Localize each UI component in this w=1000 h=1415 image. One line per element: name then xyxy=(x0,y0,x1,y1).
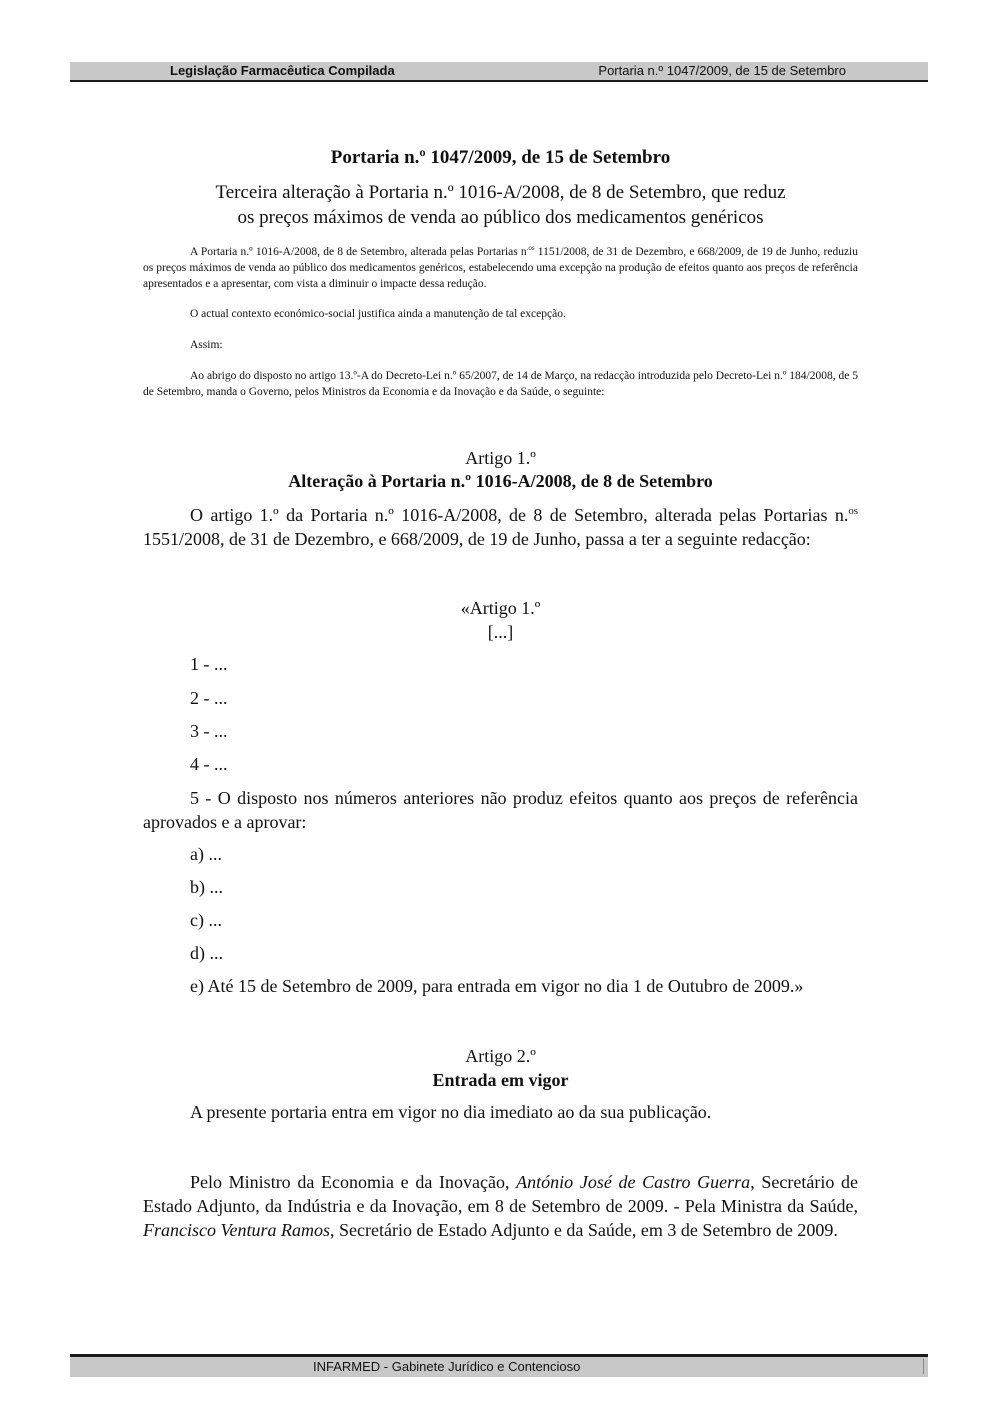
signature-part-3: , Secretário de Estado Adjunto e da Saúde, em 3 de Setembro de 2009. xyxy=(329,1220,838,1240)
document-subtitle-line-1: Terceira alteração à Portaria n.º 1016-A/2008, de 8 de Setembro, que reduz xyxy=(215,182,786,203)
preamble-paragraph-2: O actual contexto económico-social justifica ainda a manutenção de tal excepção. xyxy=(190,308,566,320)
signatory-name-2: Francisco Ventura Ramos xyxy=(143,1220,330,1240)
footer-divider xyxy=(923,1359,924,1374)
list-item: 3 - ... xyxy=(190,721,228,741)
article-1-heading: Alteração à Portaria n.º 1016-A/2008, de 8 de Setembro xyxy=(288,471,713,491)
list-item: 1 - ... xyxy=(190,654,228,674)
list-item-5: 5 - O disposto nos números anteriores não produz efeitos quanto aos preços de referência aprovados e a aprovar: xyxy=(143,788,858,832)
article-1-intro-end: 1551/2008, de 31 de Dezembro, e 668/2009, de 19 de Junho, passa a ter a seguinte redacção: xyxy=(143,529,811,549)
article-1-number: Artigo 1.º xyxy=(465,448,536,468)
signature-part-1: Pelo Ministro da Economia e da Inovação, xyxy=(190,1172,517,1192)
document-title: Portaria n.º 1047/2009, de 15 de Setembro xyxy=(330,147,671,168)
article-2-number: Artigo 2.º xyxy=(465,1046,536,1066)
sub-item: c) ... xyxy=(190,910,222,930)
preamble-paragraph-4: Ao abrigo do disposto no artigo 13.º-A do Decreto-Lei n.º 65/2007, de 14 de Março, na redacção introduzida pelo Decreto-Lei n.º 184/2008, de 5 de Setembro, manda o Governo, pelos Ministros da Economia e da Inovação e da Saúde, o seguinte: xyxy=(143,370,858,398)
article-2-text: A presente portaria entra em vigor no dia imediato ao da sua publicação. xyxy=(190,1102,712,1122)
preamble-paragraph-1 xyxy=(143,244,858,292)
preamble-p1-start: A Portaria n.º 1016-A/2008, de 8 de Setembro, alterada pelas Portarias n xyxy=(190,246,527,258)
sub-item: d) ... xyxy=(190,943,223,963)
article-2-heading: Entrada em vigor xyxy=(432,1070,569,1090)
running-footer xyxy=(70,1354,928,1377)
signature-part-2: , Secretário de Estado Adjunto, da Indústria e da Inovação, em 8 de Setembro de 2009. - Pela Ministra da Saúde, xyxy=(143,1172,858,1216)
list-item: 4 - ... xyxy=(190,754,228,774)
quoted-article-number: «Artigo 1.º xyxy=(460,598,541,618)
quoted-article-ellipsis: [...] xyxy=(487,622,514,642)
header-document-reference: Portaria n.º 1047/2009, de 15 de Setembro xyxy=(598,63,846,78)
signature-block xyxy=(143,1170,858,1242)
article-1-intro xyxy=(143,503,858,551)
running-header xyxy=(70,62,928,82)
article-1-intro-superscript: os xyxy=(848,505,858,517)
footer-text: INFARMED - Gabinete Jurídico e Contencioso xyxy=(313,1359,581,1374)
header-collection-title: Legislação Farmacêutica Compilada xyxy=(170,63,395,78)
article-1-intro-start: O artigo 1.º da Portaria n.º 1016-A/2008, de 8 de Setembro, alterada pelas Portarias n. xyxy=(190,505,849,525)
sub-item-e: e) Até 15 de Setembro de 2009, para entrada em vigor no dia 1 de Outubro de 2009.» xyxy=(190,976,804,996)
sub-item: a) ... xyxy=(190,844,222,864)
preamble-paragraph-3: Assim: xyxy=(190,339,223,351)
document-subtitle-line-2: os preços máximos de venda ao público dos medicamentos genéricos xyxy=(237,207,764,228)
preamble-p1-superscript: .os xyxy=(526,245,535,253)
preamble-p1-end: 1151/2008, de 31 de Dezembro, e 668/2009, de 19 de Junho, reduziu os preços máximos de venda ao público dos medicamentos genéricos, estabelecendo uma excepção na produção de efeitos quanto aos preços de referência apresentados e a apresentar, com vista a diminuir o impacte dessa redução. xyxy=(143,246,858,290)
signatory-name-1: António José de Castro Guerra xyxy=(516,1172,751,1192)
sub-item: b) ... xyxy=(190,877,223,897)
list-item: 2 - ... xyxy=(190,688,228,708)
